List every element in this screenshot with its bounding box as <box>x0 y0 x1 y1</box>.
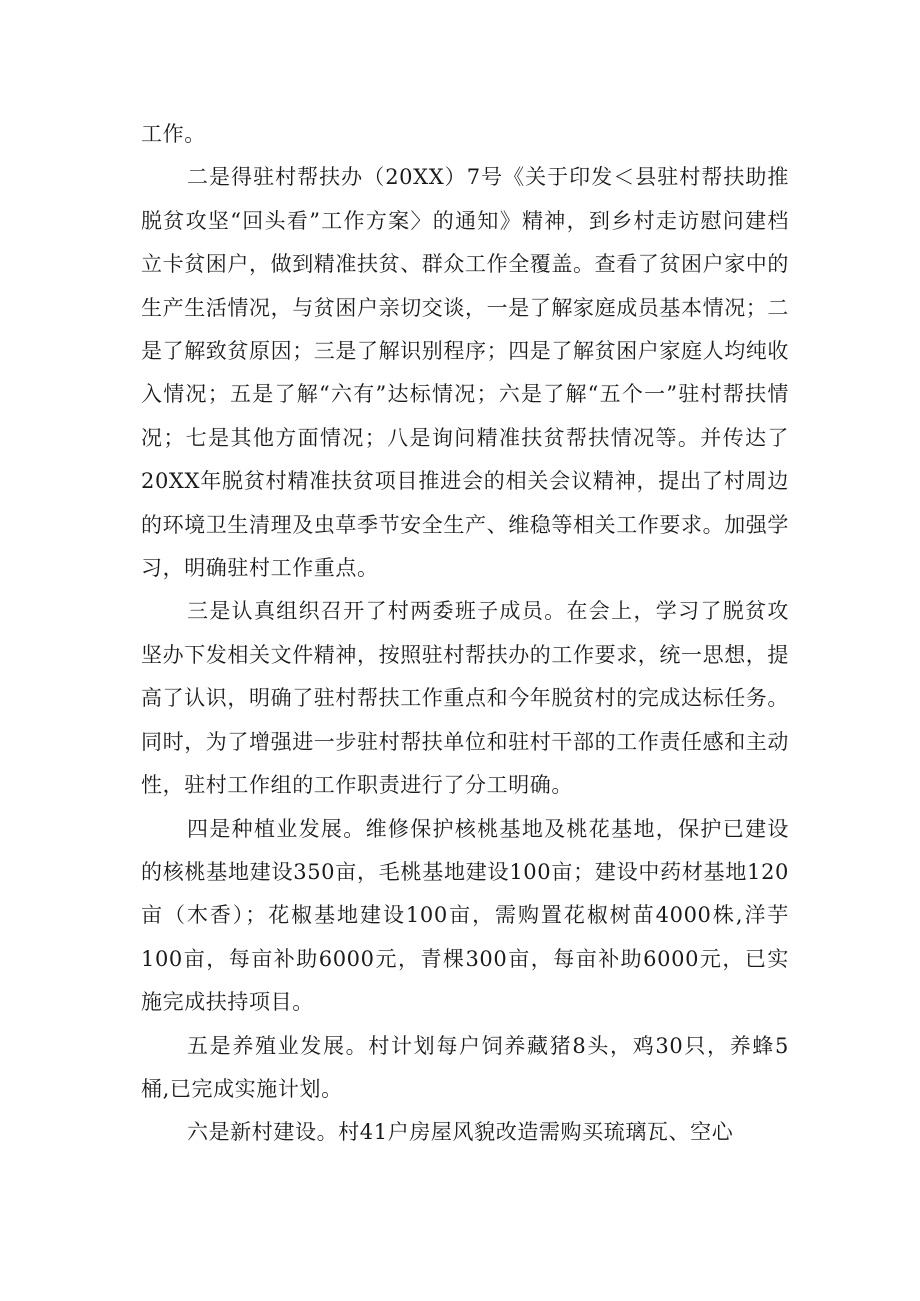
paragraph-item-5: 五是养殖业发展。村计划每户饲养藏猪8头，鸡30只，养蜂5桶,已完成实施计划。 <box>141 1033 789 1101</box>
paragraph-continuation: 工作。 <box>141 122 206 146</box>
paragraph-item-4: 四是种植业发展。维修保护核桃基地及桃花基地，保护已建设的核桃基地建设350亩，毛桃基地建设100亩；建设中药材基地120亩（木香）；花椒基地建设100亩，需购置花椒树苗4000株,洋芋100亩，每亩补助6000元，青棵300亩，每亩补助6000元，已实施完成扶持项目。 <box>141 816 789 1015</box>
paragraph-item-3: 三是认真组织召开了村两委班子成员。在会上，学习了脱贫攻坚办下发相关文件精神，按照驻村帮扶办的工作要求，统一思想，提高了认识，明确了驻村帮扶工作重点和今年脱贫村的完成达标任务。同时，为了增强进一步驻村帮扶单位和驻村干部的工作责任感和主动性，驻村工作组的工作职责进行了分工明确。 <box>141 599 789 798</box>
paragraph-item-2: 二是得驻村帮扶办（20XX）7号《关于印发＜县驻村帮扶助推脱贫攻坚“回头看”工作方案〉的通知》精神，到乡村走访慰问建档立卡贫困户，做到精准扶贫、群众工作全覆盖。查看了贫困户家中的生产生活情况，与贫困户亲切交谈，一是了解家庭成员基本情况；二是了解致贫原因；三是了解识别程序；四是了解贫困户家庭人均纯收入情况；五是了解“六有”达标情况；六是了解“五个一”驻村帮扶情况；七是其他方面情况；八是询问精准扶贫帮扶情况等。并传达了20XX年脱贫村精准扶贫项目推进会的相关会议精神，提出了村周边的环境卫生清理及虫草季节安全生产、维稳等相关工作要求。加强学习，明确驻村工作重点。 <box>141 165 789 581</box>
document-body <box>141 113 789 1155</box>
paragraph-item-6: 六是新村建设。村41户房屋风貌改造需购买琉璃瓦、空心 <box>187 1120 734 1145</box>
